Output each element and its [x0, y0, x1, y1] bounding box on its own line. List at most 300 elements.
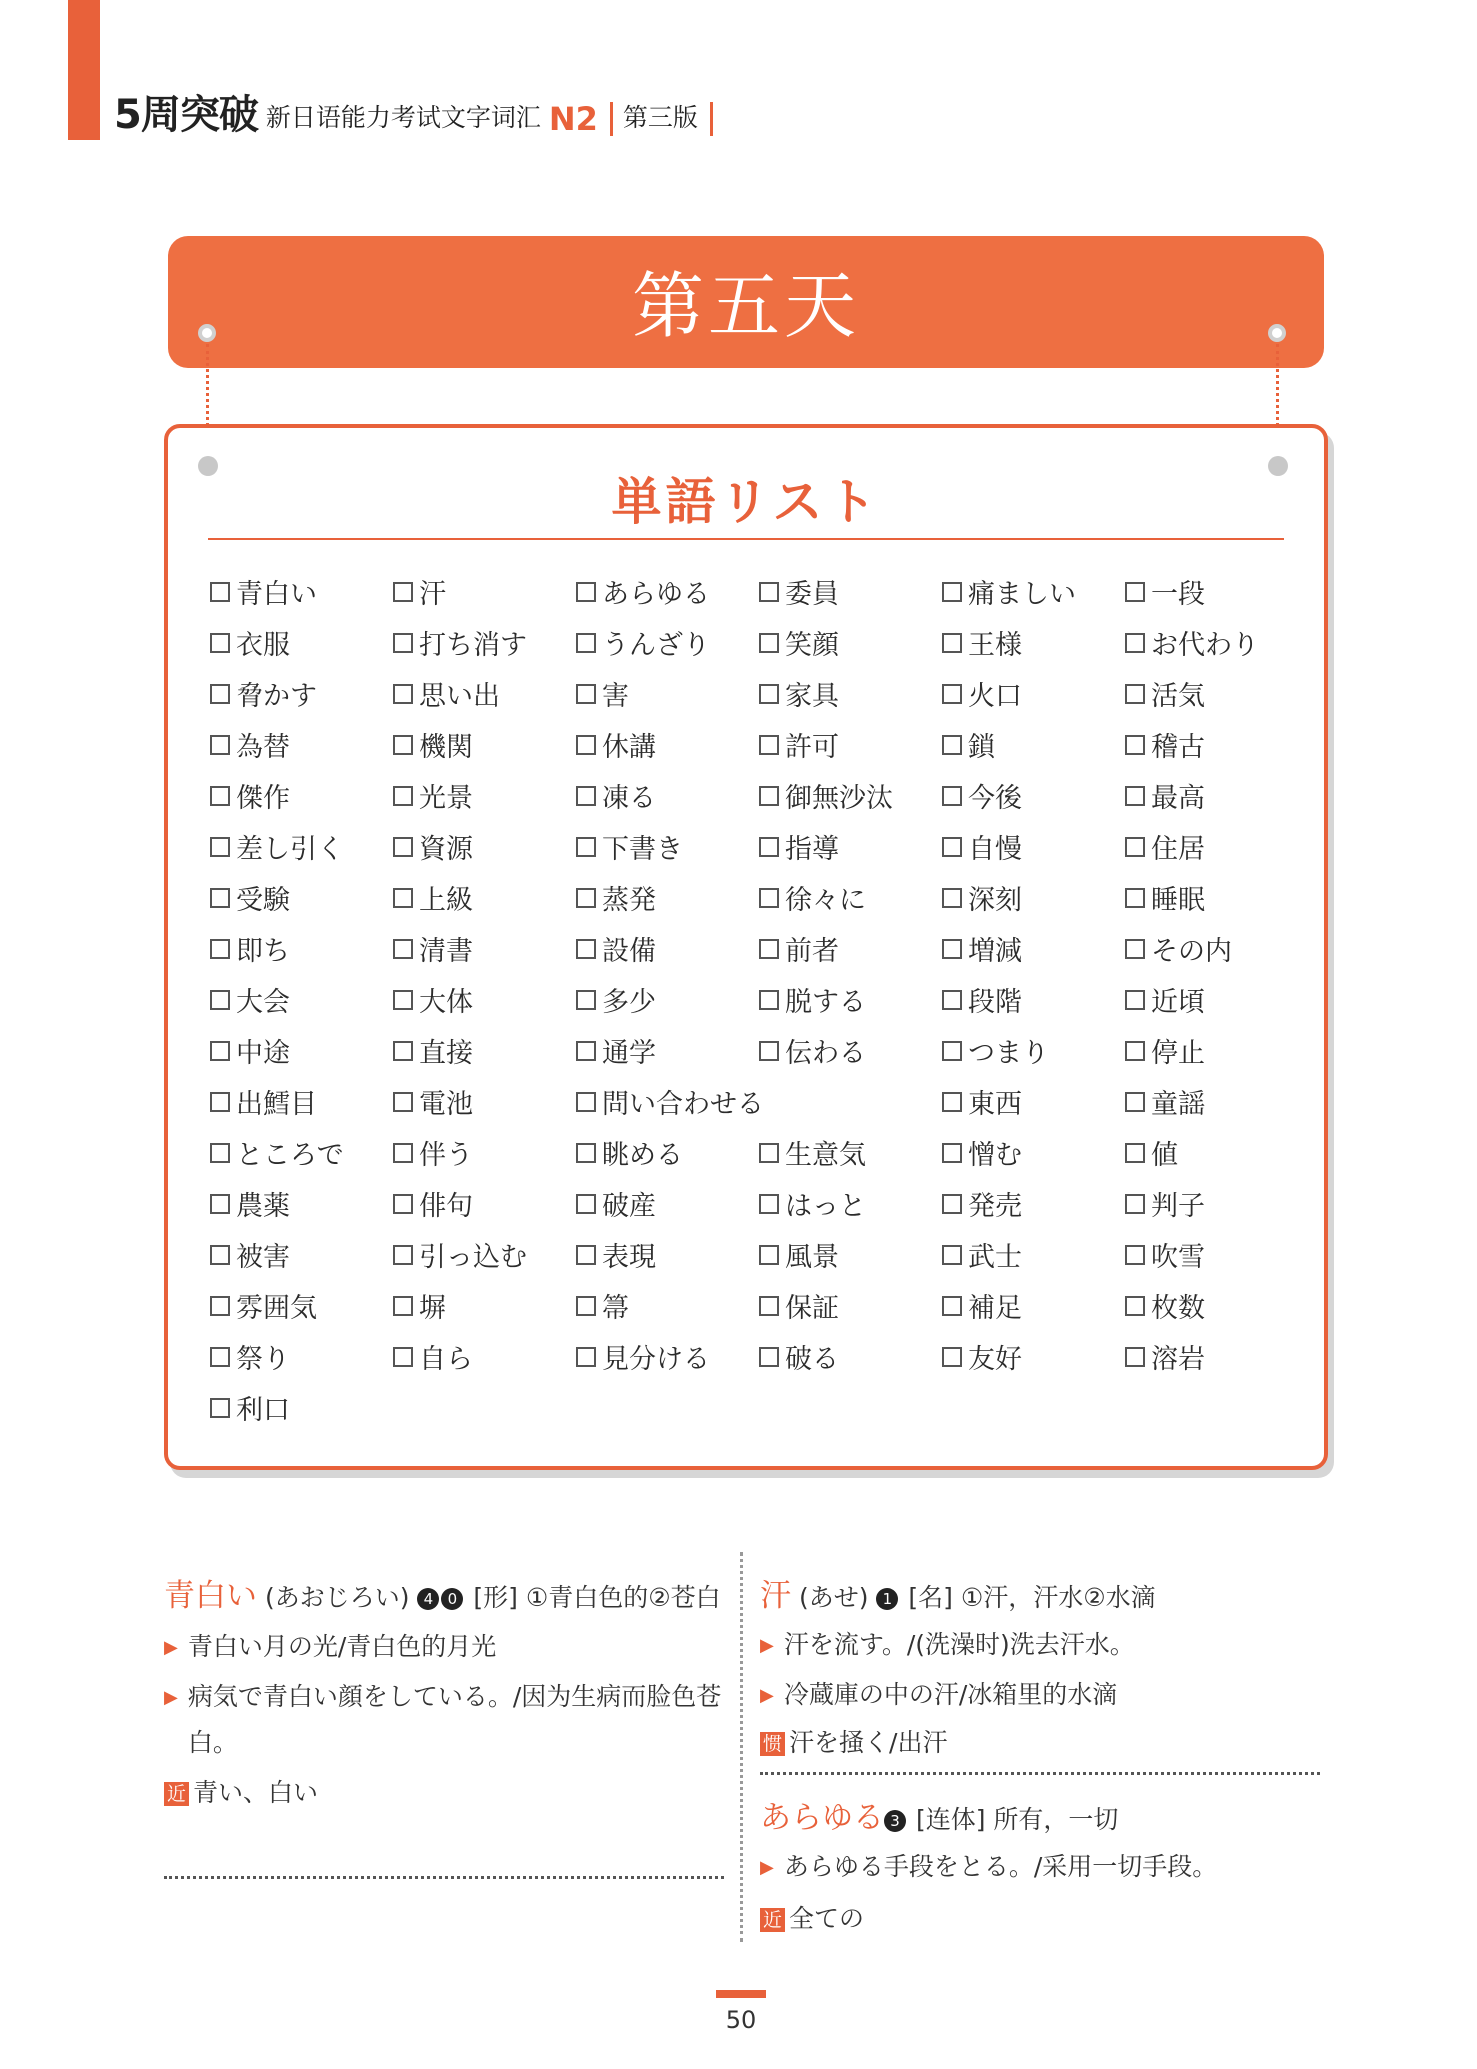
word-item[interactable]	[942, 821, 1125, 872]
checkbox-icon[interactable]	[759, 786, 779, 806]
word-text: 設備	[602, 936, 656, 967]
word-text: 脅かす	[236, 681, 317, 712]
word-text: 稽古	[1151, 732, 1205, 763]
headword: あらゆる	[760, 1800, 884, 1836]
checkbox-icon[interactable]	[576, 1092, 596, 1112]
checkbox-icon[interactable]	[576, 1143, 596, 1163]
checkbox-icon[interactable]	[942, 1347, 962, 1367]
word-item[interactable]	[1125, 719, 1308, 770]
word-text: 深刻	[968, 885, 1022, 916]
word-item[interactable]	[942, 1229, 1125, 1280]
checkbox-icon[interactable]	[942, 1143, 962, 1163]
example-1	[760, 1622, 1320, 1670]
day-title: 第五天	[631, 264, 860, 348]
word-text: 破る	[785, 1344, 839, 1375]
checkbox-icon[interactable]	[759, 837, 779, 857]
checkbox-icon[interactable]	[942, 888, 962, 908]
word-item[interactable]	[759, 1280, 942, 1331]
checkbox-icon[interactable]	[210, 1092, 230, 1112]
word-text: 引っ込む	[419, 1242, 527, 1273]
word-item[interactable]	[576, 1025, 759, 1076]
word-item[interactable]	[1125, 974, 1308, 1025]
word-item[interactable]	[210, 1025, 393, 1076]
word-item[interactable]	[759, 1178, 942, 1229]
checkbox-icon[interactable]	[576, 939, 596, 959]
checkbox-icon[interactable]	[1125, 888, 1145, 908]
word-item[interactable]	[942, 566, 1125, 617]
checkbox-icon[interactable]	[1125, 1194, 1145, 1214]
word-item[interactable]	[759, 617, 942, 668]
checkbox-icon[interactable]	[393, 684, 413, 704]
word-item[interactable]	[210, 821, 393, 872]
idiom-translation: /出汗	[889, 1728, 948, 1757]
reading: (あせ)	[798, 1583, 869, 1612]
word-item[interactable]	[393, 1280, 576, 1331]
word-item[interactable]	[576, 1331, 759, 1382]
word-text: 大体	[419, 987, 473, 1018]
word-item[interactable]	[576, 821, 759, 872]
word-text: 通学	[602, 1038, 656, 1069]
checkbox-icon[interactable]	[1125, 1143, 1145, 1163]
checkbox-icon[interactable]	[393, 735, 413, 755]
checkbox-icon[interactable]	[210, 633, 230, 653]
checkbox-icon[interactable]	[759, 1245, 779, 1265]
word-item[interactable]	[210, 1382, 393, 1433]
word-item[interactable]	[942, 1127, 1125, 1178]
word-item[interactable]	[210, 974, 393, 1025]
checkbox-icon[interactable]	[942, 582, 962, 602]
word-item[interactable]	[1125, 1025, 1308, 1076]
word-item[interactable]	[576, 974, 759, 1025]
checkbox-icon[interactable]	[576, 837, 596, 857]
checkbox-icon[interactable]	[576, 1245, 596, 1265]
word-text: 問い合わせる	[602, 1089, 764, 1120]
word-text: 鎖	[968, 732, 995, 763]
word-text: 即ち	[236, 936, 290, 967]
word-text: 清書	[419, 936, 473, 967]
checkbox-icon[interactable]	[942, 837, 962, 857]
checkbox-icon[interactable]	[576, 735, 596, 755]
word-item[interactable]	[759, 668, 942, 719]
checkbox-icon[interactable]	[1125, 633, 1145, 653]
word-text: ところで	[236, 1140, 344, 1171]
part-of-speech: [名]	[908, 1583, 953, 1612]
checkbox-icon[interactable]	[759, 735, 779, 755]
word-item[interactable]	[942, 1331, 1125, 1382]
word-item[interactable]	[759, 923, 942, 974]
checkbox-icon[interactable]	[576, 1296, 596, 1316]
word-item[interactable]	[393, 1331, 576, 1382]
word-text: 凍る	[602, 783, 656, 814]
header-divider-end	[710, 102, 713, 136]
word-item[interactable]	[393, 872, 576, 923]
checkbox-icon[interactable]	[942, 786, 962, 806]
word-item[interactable]	[942, 1178, 1125, 1229]
accent-mark: 4	[417, 1588, 439, 1610]
checkbox-icon[interactable]	[210, 888, 230, 908]
checkbox-icon[interactable]	[576, 1041, 596, 1061]
checkbox-icon[interactable]	[210, 786, 230, 806]
example-text: 冷蔵庫の中の汗	[783, 1680, 959, 1709]
checkbox-icon[interactable]	[759, 990, 779, 1010]
word-item[interactable]	[759, 1025, 942, 1076]
word-text: 蒸発	[602, 885, 656, 916]
word-text: あらゆる	[602, 579, 710, 610]
word-item[interactable]	[942, 668, 1125, 719]
word-item[interactable]	[576, 566, 759, 617]
checkbox-icon[interactable]	[1125, 990, 1145, 1010]
headword: 汗	[760, 1578, 791, 1614]
triangle-bullet-icon: ▶	[760, 1857, 774, 1878]
word-item[interactable]	[576, 719, 759, 770]
example-translation: /因为生病而脸色苍白。	[187, 1682, 722, 1757]
word-text: 打ち消す	[419, 630, 527, 661]
word-item	[393, 1382, 576, 1433]
word-item[interactable]	[576, 872, 759, 923]
checkbox-icon[interactable]	[759, 633, 779, 653]
word-item[interactable]	[210, 1280, 393, 1331]
word-text: 笑顔	[785, 630, 839, 661]
word-item[interactable]	[759, 872, 942, 923]
word-text: 東西	[968, 1089, 1022, 1120]
checkbox-icon[interactable]	[942, 939, 962, 959]
near-text: 全ての	[789, 1904, 865, 1933]
checkbox-icon[interactable]	[1125, 1245, 1145, 1265]
word-text: 利口	[236, 1395, 290, 1426]
word-text: 生意気	[785, 1140, 866, 1171]
checkbox-icon[interactable]	[393, 1092, 413, 1112]
word-item[interactable]	[576, 668, 759, 719]
checkbox-icon[interactable]	[942, 1194, 962, 1214]
word-text: 住居	[1151, 834, 1205, 865]
word-item[interactable]	[210, 719, 393, 770]
entry-ase	[760, 1574, 1320, 1766]
checkbox-icon[interactable]	[576, 582, 596, 602]
word-item[interactable]	[210, 566, 393, 617]
checkbox-icon[interactable]	[210, 582, 230, 602]
word-item[interactable]	[1125, 923, 1308, 974]
banner-pin-left	[198, 324, 216, 342]
word-text: 補足	[968, 1293, 1022, 1324]
word-item[interactable]	[393, 1178, 576, 1229]
example-translation: /采用一切手段。	[1033, 1852, 1218, 1881]
word-text: 汗	[419, 579, 446, 610]
checkbox-icon[interactable]	[576, 684, 596, 704]
entry-aojiroi	[164, 1574, 724, 1816]
word-item[interactable]	[576, 1229, 759, 1280]
reading: (あおじろい)	[264, 1583, 410, 1612]
near-tag: 近	[164, 1782, 189, 1806]
word-text: 見分ける	[602, 1344, 710, 1375]
word-item[interactable]	[576, 1280, 759, 1331]
word-text: 為替	[236, 732, 290, 763]
word-text: 伴う	[419, 1140, 473, 1171]
word-text: 直接	[419, 1038, 473, 1069]
example-1	[164, 1624, 724, 1672]
word-item[interactable]	[1125, 1127, 1308, 1178]
word-item[interactable]	[942, 1280, 1125, 1331]
word-item[interactable]	[1125, 617, 1308, 668]
word-item[interactable]	[1125, 1178, 1308, 1229]
word-text: つまり	[968, 1038, 1049, 1069]
part-of-speech: [连体]	[915, 1805, 986, 1834]
checkbox-icon[interactable]	[759, 1347, 779, 1367]
checkbox-icon[interactable]	[210, 1296, 230, 1316]
triangle-bullet-icon: ▶	[760, 1685, 774, 1706]
word-text: 吹雪	[1151, 1242, 1205, 1273]
example-2	[164, 1674, 724, 1766]
word-item[interactable]	[393, 719, 576, 770]
checkbox-icon[interactable]	[393, 939, 413, 959]
word-item[interactable]	[759, 719, 942, 770]
word-text: 最高	[1151, 783, 1205, 814]
checkbox-icon[interactable]	[393, 990, 413, 1010]
checkbox-icon[interactable]	[210, 1194, 230, 1214]
word-text: 自ら	[419, 1344, 473, 1375]
word-text: 受験	[236, 885, 290, 916]
word-text: 傑作	[236, 783, 290, 814]
word-item[interactable]	[393, 1025, 576, 1076]
word-item[interactable]	[393, 668, 576, 719]
word-item[interactable]	[1125, 821, 1308, 872]
triangle-bullet-icon: ▶	[760, 1635, 774, 1656]
word-item[interactable]	[210, 1127, 393, 1178]
checkbox-icon[interactable]	[1125, 1041, 1145, 1061]
word-item[interactable]	[576, 1178, 759, 1229]
word-item[interactable]	[1125, 566, 1308, 617]
checkbox-icon[interactable]	[210, 939, 230, 959]
checkbox-icon[interactable]	[1125, 684, 1145, 704]
word-item[interactable]	[942, 974, 1125, 1025]
checkbox-icon[interactable]	[576, 786, 596, 806]
word-text: 多少	[602, 987, 656, 1018]
word-item[interactable]	[393, 617, 576, 668]
checkbox-icon[interactable]	[1125, 939, 1145, 959]
checkbox-icon[interactable]	[1125, 786, 1145, 806]
checkbox-icon[interactable]	[942, 990, 962, 1010]
checkbox-icon[interactable]	[210, 1245, 230, 1265]
word-item[interactable]	[942, 719, 1125, 770]
running-header	[114, 92, 723, 140]
word-text: 眺める	[602, 1140, 683, 1171]
word-text: 俳句	[419, 1191, 473, 1222]
word-text: 増減	[968, 936, 1022, 967]
word-text: 中途	[236, 1038, 290, 1069]
word-text: 溶岩	[1151, 1344, 1205, 1375]
word-item[interactable]	[393, 770, 576, 821]
word-text: 御無沙汰	[785, 783, 893, 814]
checkbox-icon[interactable]	[1125, 1092, 1145, 1112]
word-item[interactable]	[942, 1076, 1125, 1127]
word-item[interactable]	[1125, 872, 1308, 923]
word-item[interactable]	[1125, 1331, 1308, 1382]
word-item[interactable]	[393, 821, 576, 872]
word-item[interactable]	[942, 872, 1125, 923]
word-item[interactable]	[1125, 1076, 1308, 1127]
word-item[interactable]	[942, 770, 1125, 821]
checkbox-icon[interactable]	[759, 1194, 779, 1214]
word-text: 今後	[968, 783, 1022, 814]
checkbox-icon[interactable]	[210, 735, 230, 755]
checkbox-icon[interactable]	[1125, 1347, 1145, 1367]
checkbox-icon[interactable]	[393, 1041, 413, 1061]
example-text: あらゆる手段をとる。	[783, 1852, 1034, 1881]
checkbox-icon[interactable]	[393, 888, 413, 908]
word-text: 自慢	[968, 834, 1022, 865]
word-text: 上級	[419, 885, 473, 916]
checkbox-icon[interactable]	[393, 582, 413, 602]
word-text: 枚数	[1151, 1293, 1205, 1324]
word-item[interactable]	[576, 923, 759, 974]
word-item	[759, 1382, 942, 1433]
word-item[interactable]	[210, 1229, 393, 1280]
checkbox-icon[interactable]	[210, 684, 230, 704]
near-text: 青い、白い	[193, 1778, 319, 1807]
near-tag: 近	[760, 1908, 785, 1932]
checkbox-icon[interactable]	[576, 1347, 596, 1367]
word-item[interactable]	[942, 923, 1125, 974]
example-text: 汗を流す。	[783, 1630, 907, 1659]
word-text: 委員	[785, 579, 839, 610]
checkbox-icon[interactable]	[759, 939, 779, 959]
word-item[interactable]	[576, 1076, 942, 1127]
word-text: 被害	[236, 1242, 290, 1273]
checkbox-icon[interactable]	[210, 1398, 230, 1418]
word-text: 痛ましい	[968, 579, 1076, 610]
word-item[interactable]	[759, 1127, 942, 1178]
checkbox-icon[interactable]	[759, 582, 779, 602]
word-item[interactable]	[210, 1331, 393, 1382]
checkbox-icon[interactable]	[576, 990, 596, 1010]
checkbox-icon[interactable]	[393, 837, 413, 857]
checkbox-icon[interactable]	[210, 1347, 230, 1367]
checkbox-icon[interactable]	[393, 1143, 413, 1163]
word-text: 前者	[785, 936, 839, 967]
word-text: 害	[602, 681, 629, 712]
word-text: 睡眠	[1151, 885, 1205, 916]
checkbox-icon[interactable]	[942, 1041, 962, 1061]
banner-pin-right	[1268, 324, 1286, 342]
idiom-tag: 惯	[760, 1732, 785, 1756]
word-item[interactable]	[210, 770, 393, 821]
word-text: 表現	[602, 1242, 656, 1273]
checkbox-icon[interactable]	[576, 633, 596, 653]
word-item[interactable]	[942, 1025, 1125, 1076]
word-text: 近頃	[1151, 987, 1205, 1018]
word-item[interactable]	[759, 1331, 942, 1382]
example-text: 青白い月の光	[187, 1632, 338, 1661]
checkbox-icon[interactable]	[210, 1143, 230, 1163]
meaning: ①青白色的②苍白	[525, 1583, 721, 1612]
word-item[interactable]	[393, 974, 576, 1025]
word-text: はっと	[785, 1191, 866, 1222]
word-item[interactable]	[210, 668, 393, 719]
word-item[interactable]	[576, 770, 759, 821]
word-item[interactable]	[1125, 770, 1308, 821]
word-text: 青白い	[236, 579, 317, 610]
word-item[interactable]	[210, 1076, 393, 1127]
example-translation: /冰箱里的水滴	[958, 1680, 1118, 1709]
checkbox-icon[interactable]	[759, 1296, 779, 1316]
word-item[interactable]	[393, 1127, 576, 1178]
checkbox-icon[interactable]	[393, 1245, 413, 1265]
entry-separator	[164, 1876, 724, 1879]
checkbox-icon[interactable]	[393, 786, 413, 806]
word-text: 塀	[419, 1293, 446, 1324]
checkbox-icon[interactable]	[393, 633, 413, 653]
word-item[interactable]	[759, 1229, 942, 1280]
checkbox-icon[interactable]	[210, 1041, 230, 1061]
checkbox-icon[interactable]	[576, 888, 596, 908]
checkbox-icon[interactable]	[393, 1347, 413, 1367]
word-item[interactable]	[1125, 1280, 1308, 1331]
word-item[interactable]	[759, 770, 942, 821]
word-item[interactable]	[210, 617, 393, 668]
word-text: 思い出	[419, 681, 500, 712]
word-item[interactable]	[393, 1229, 576, 1280]
word-text: 友好	[968, 1344, 1022, 1375]
checkbox-icon[interactable]	[1125, 582, 1145, 602]
word-text: 祭り	[236, 1344, 290, 1375]
checkbox-icon[interactable]	[942, 735, 962, 755]
word-item[interactable]	[393, 566, 576, 617]
word-item[interactable]	[210, 923, 393, 974]
near-synonyms	[760, 1896, 1320, 1942]
accent-mark: 0	[441, 1588, 463, 1610]
checkbox-icon[interactable]	[1125, 1296, 1145, 1316]
triangle-bullet-icon: ▶	[164, 1687, 178, 1708]
word-item[interactable]	[1125, 1229, 1308, 1280]
checkbox-icon[interactable]	[393, 1296, 413, 1316]
word-text: 差し引く	[236, 834, 344, 865]
checkbox-icon[interactable]	[942, 1296, 962, 1316]
checkbox-icon[interactable]	[942, 633, 962, 653]
word-item[interactable]	[576, 1127, 759, 1178]
word-item[interactable]	[759, 974, 942, 1025]
checkbox-icon[interactable]	[942, 1092, 962, 1112]
word-text: 段階	[968, 987, 1022, 1018]
checkbox-icon[interactable]	[759, 684, 779, 704]
word-item[interactable]	[576, 617, 759, 668]
word-item[interactable]	[393, 1076, 576, 1127]
checkbox-icon[interactable]	[759, 1041, 779, 1061]
word-item[interactable]	[393, 923, 576, 974]
checkbox-icon[interactable]	[210, 990, 230, 1010]
checkbox-icon[interactable]	[759, 888, 779, 908]
book-title: 新日语能力考试文字词汇	[265, 103, 541, 132]
checkbox-icon[interactable]	[576, 1194, 596, 1214]
checkbox-icon[interactable]	[759, 1143, 779, 1163]
checkbox-icon[interactable]	[942, 1245, 962, 1265]
checkbox-icon[interactable]	[1125, 735, 1145, 755]
word-item[interactable]	[1125, 668, 1308, 719]
series-title: 5周突破	[114, 92, 258, 138]
word-item[interactable]	[210, 1178, 393, 1229]
checkbox-icon[interactable]	[210, 837, 230, 857]
near-synonyms	[164, 1770, 724, 1816]
word-item[interactable]	[210, 872, 393, 923]
word-text: 出鱈目	[236, 1089, 317, 1120]
word-text: その内	[1151, 936, 1232, 967]
checkbox-icon[interactable]	[393, 1194, 413, 1214]
example-1	[760, 1844, 1320, 1892]
word-item[interactable]	[759, 821, 942, 872]
checkbox-icon[interactable]	[1125, 837, 1145, 857]
word-item[interactable]	[942, 617, 1125, 668]
headword: 青白い	[164, 1578, 257, 1614]
checkbox-icon[interactable]	[942, 684, 962, 704]
word-item[interactable]	[759, 566, 942, 617]
